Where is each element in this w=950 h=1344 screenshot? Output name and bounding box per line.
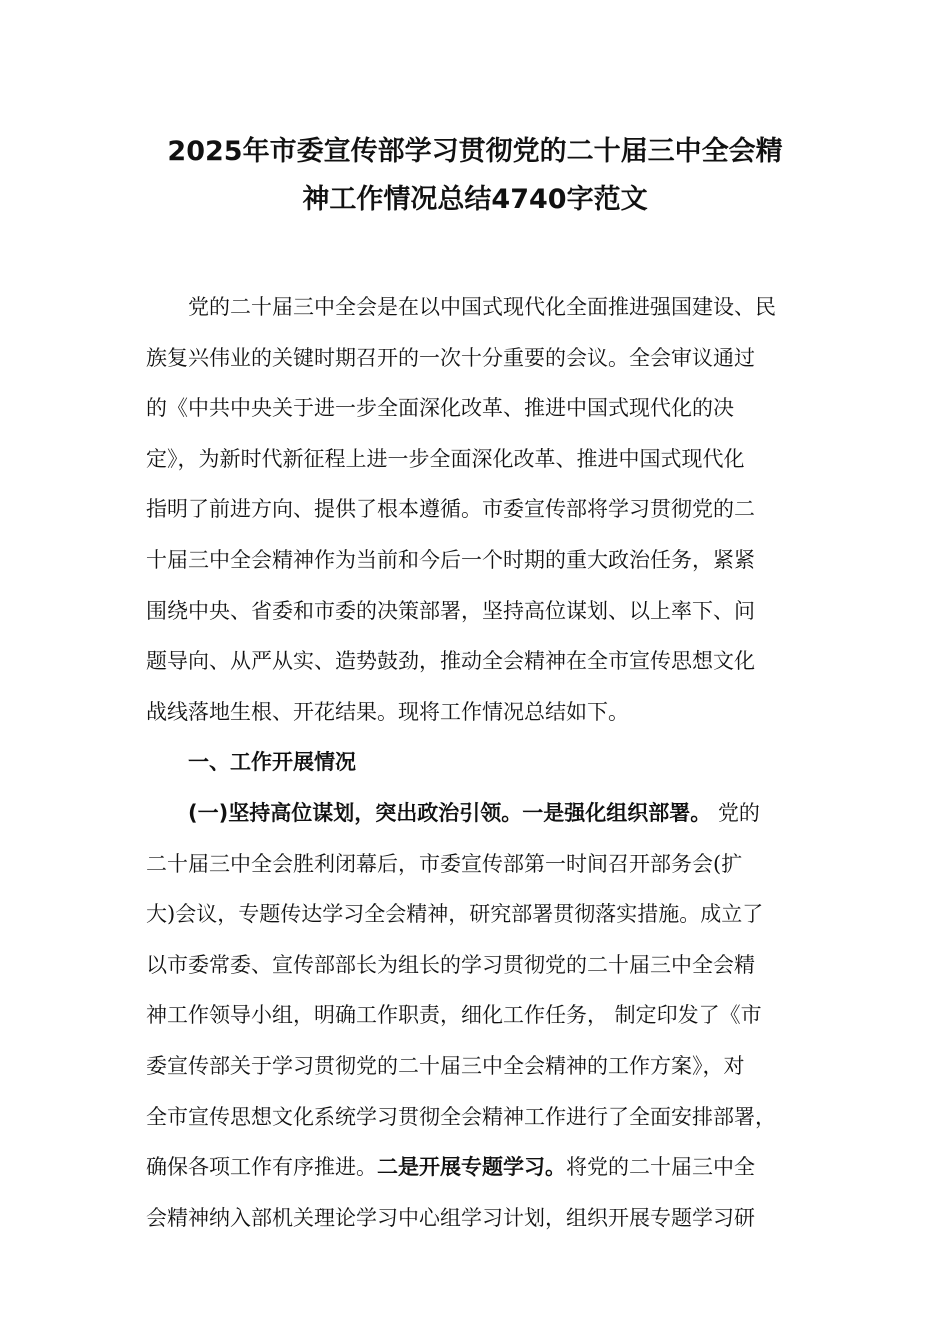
paragraph-line: 神工作领导小组，明确工作职责，细化工作任务， 制定印发了《市: [146, 1003, 762, 1028]
title-line-1: 2025年市委宣传部学习贯彻党的二十届三中全会精: [167, 136, 783, 167]
paragraph-line: 战线落地生根、开花结果。现将工作情况总结如下。: [146, 699, 629, 724]
subsection-heading: (一)坚持高位谋划，突出政治引领。一是强化组织部署。: [188, 800, 712, 825]
paragraph-text: 党的: [711, 800, 760, 825]
paragraph-line: 族复兴伟业的关键时期召开的一次十分重要的会议。全会审议通过: [146, 345, 755, 370]
paragraph-line: 围绕中央、省委和市委的决策部署，坚持高位谋划、以上率下、问: [146, 598, 755, 623]
title-line-2: 神工作情况总结4740字范文: [302, 184, 648, 215]
section-heading: 一、工作开展情况: [188, 750, 356, 775]
paragraph-text: 将党的二十届三中全: [566, 1155, 755, 1180]
paragraph-line: 全市宣传思想文化系统学习贯彻全会精神工作进行了全面安排部署，: [146, 1104, 776, 1129]
paragraph-text: 确保各项工作有序推进。: [146, 1155, 377, 1180]
paragraph-line: 大)会议，专题传达学习全会精神，研究部署贯彻落实措施。成立了: [146, 902, 764, 927]
paragraph-line: 会精神纳入部机关理论学习中心组学习计划，组织开展专题学习研: [146, 1205, 755, 1230]
paragraph-line: 党的二十届三中全会是在以中国式现代化全面推进强国建设、民: [188, 295, 776, 319]
paragraph-line: 指明了前进方向、提供了根本遵循。市委宣传部将学习贯彻党的二: [146, 497, 755, 522]
paragraph-line: 十届三中全会精神作为当前和今后一个时期的重大政治任务，紧紧: [146, 547, 755, 572]
inline-bold-heading: 二是开展专题学习。: [377, 1155, 566, 1180]
paragraph-line: 的《中共中央关于进一步全面深化改革、推进中国式现代化的决: [146, 396, 734, 421]
paragraph-line: 定》，为新时代新征程上进一步全面深化改革、推进中国式现代化: [146, 446, 745, 471]
paragraph-line: 题导向、从严从实、造势鼓劲，推动全会精神在全市宣传思想文化: [146, 649, 755, 674]
document-body: [146, 282, 826, 1243]
paragraph-line: 以市委常委、宣传部部长为组长的学习贯彻党的二十届三中全会精: [146, 952, 755, 977]
paragraph-line: [146, 788, 826, 839]
paragraph-line: [146, 1142, 826, 1193]
document-title: [120, 128, 830, 224]
paragraph-line: 委宣传部关于学习贯彻党的二十届三中全会精神的工作方案》，对: [146, 1053, 745, 1078]
paragraph-line: 二十届三中全会胜利闭幕后，市委宣传部第一时间召开部务会(扩: [146, 851, 743, 876]
